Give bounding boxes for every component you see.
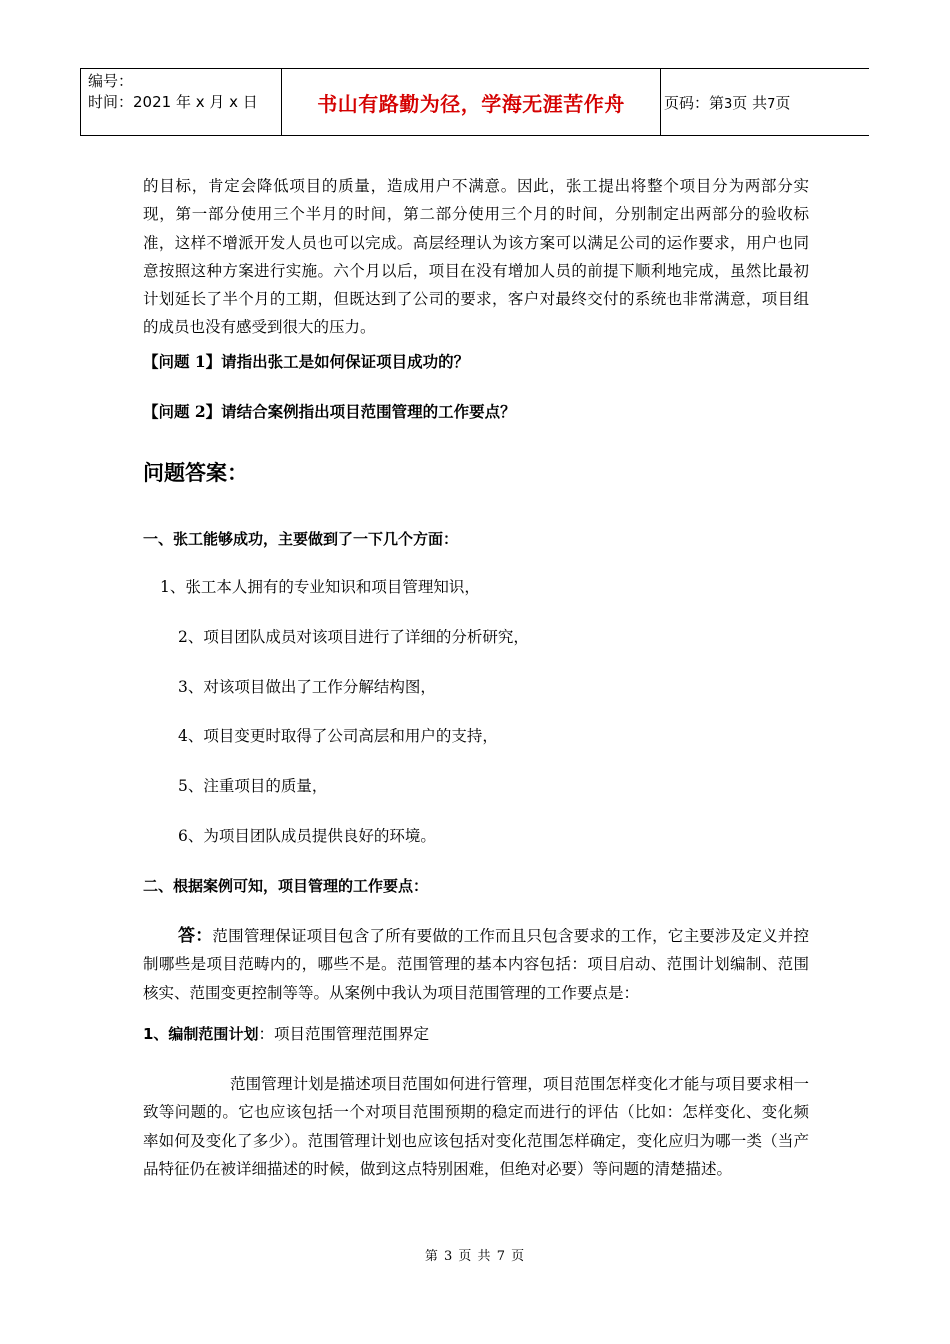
- header-divider: [80, 69, 81, 135]
- list-item: 6、为项目团队成员提供良好的环境。: [178, 827, 436, 845]
- document-time-label: 时间：2021 年 x 月 x 日: [88, 93, 258, 111]
- page-footer: 第 3 页 共 7 页: [424, 1249, 526, 1264]
- page-end: 页: [775, 94, 791, 112]
- section-1-title: 一、张工能够成功，主要做到了一下几个方面：: [143, 530, 459, 548]
- answers-title: 问题答案：: [143, 460, 248, 485]
- header-motto: 书山有路勤为径，学海无涯苦作舟: [317, 91, 625, 116]
- header-page-info: [664, 92, 790, 113]
- point-1-paragraph: 范围管理计划是描述项目范围如何进行管理，项目范围怎样变化才能与项目要求相一致等问题的。它也应该包括一个对项目范围预期的稳定而进行的评估（比如：怎样变化、变化频率如何及变化了多少）。范围管理计划也应该包括对变化范围怎样确定，变化应归为哪一类（当产品特征仍在被详细描述的时候，做到这点特别困难，但绝对必要）等问题的清楚描述。: [143, 1075, 809, 1178]
- point-1-subtitle: ：项目范围管理范围界定: [258, 1025, 429, 1043]
- document-number-label: 编号：: [88, 72, 134, 90]
- question-2: 【问题 2】请结合案例指出项目范围管理的工作要点？: [143, 402, 516, 421]
- point-1-title: 1、编制范围计划: [143, 1025, 259, 1043]
- page-current: 3: [724, 97, 733, 112]
- answer-label: 答：: [178, 926, 213, 946]
- list-item: 4、项目变更时取得了公司高层和用户的支持，: [178, 727, 498, 745]
- point-1-heading: [143, 1020, 429, 1049]
- intro-paragraph: 的目标，肯定会降低项目的质量，造成用户不满意。因此，张工提出将整个项目分为两部分实现，第一部分使用三个半月的时间，第二部分使用三个月的时间，分别制定出两部分的验收标准，这样不增派开发人员也可以完成。高层经理认为该方案可以满足公司的运作要求，用户也同意按照这种方案进行实施。六个月以后，项目在没有增加人员的前提下顺利地完成，虽然比最初计划延长了半个月的工期，但既达到了公司的要求，客户对最终交付的系统也非常满意，项目组的成员也没有感受到很大的压力。: [143, 177, 809, 337]
- page-mid: 页 共: [732, 94, 768, 112]
- page-total: 7: [767, 97, 776, 112]
- header-meta: [88, 71, 258, 113]
- answer-paragraph: [143, 922, 809, 1007]
- page-header: [80, 68, 869, 136]
- list-item: 1、张工本人拥有的专业知识和项目管理知识，: [160, 578, 480, 596]
- answer-text: 范围管理保证项目包含了所有要做的工作而且只包含要求的工作，它主要涉及定义并控制哪些是项目范畴内的，哪些不是。范围管理的基本内容包括：项目启动、范围计划编制、范围核实、范围变更控制等等。从案例中我认为项目范围管理的工作要点是：: [143, 927, 809, 1002]
- list-item: 5、注重项目的质量，: [178, 777, 328, 795]
- page-label: 页码：第: [664, 94, 725, 112]
- header-divider: [660, 69, 661, 135]
- list-item: 2、项目团队成员对该项目进行了详细的分析研究，: [178, 628, 529, 646]
- list-item: 3、对该项目做出了工作分解结构图，: [178, 678, 436, 696]
- section-2-title: 二、根据案例可知，项目管理的工作要点：: [143, 877, 429, 895]
- question-1: 【问题 1】请指出张工是如何保证项目成功的？: [143, 352, 470, 371]
